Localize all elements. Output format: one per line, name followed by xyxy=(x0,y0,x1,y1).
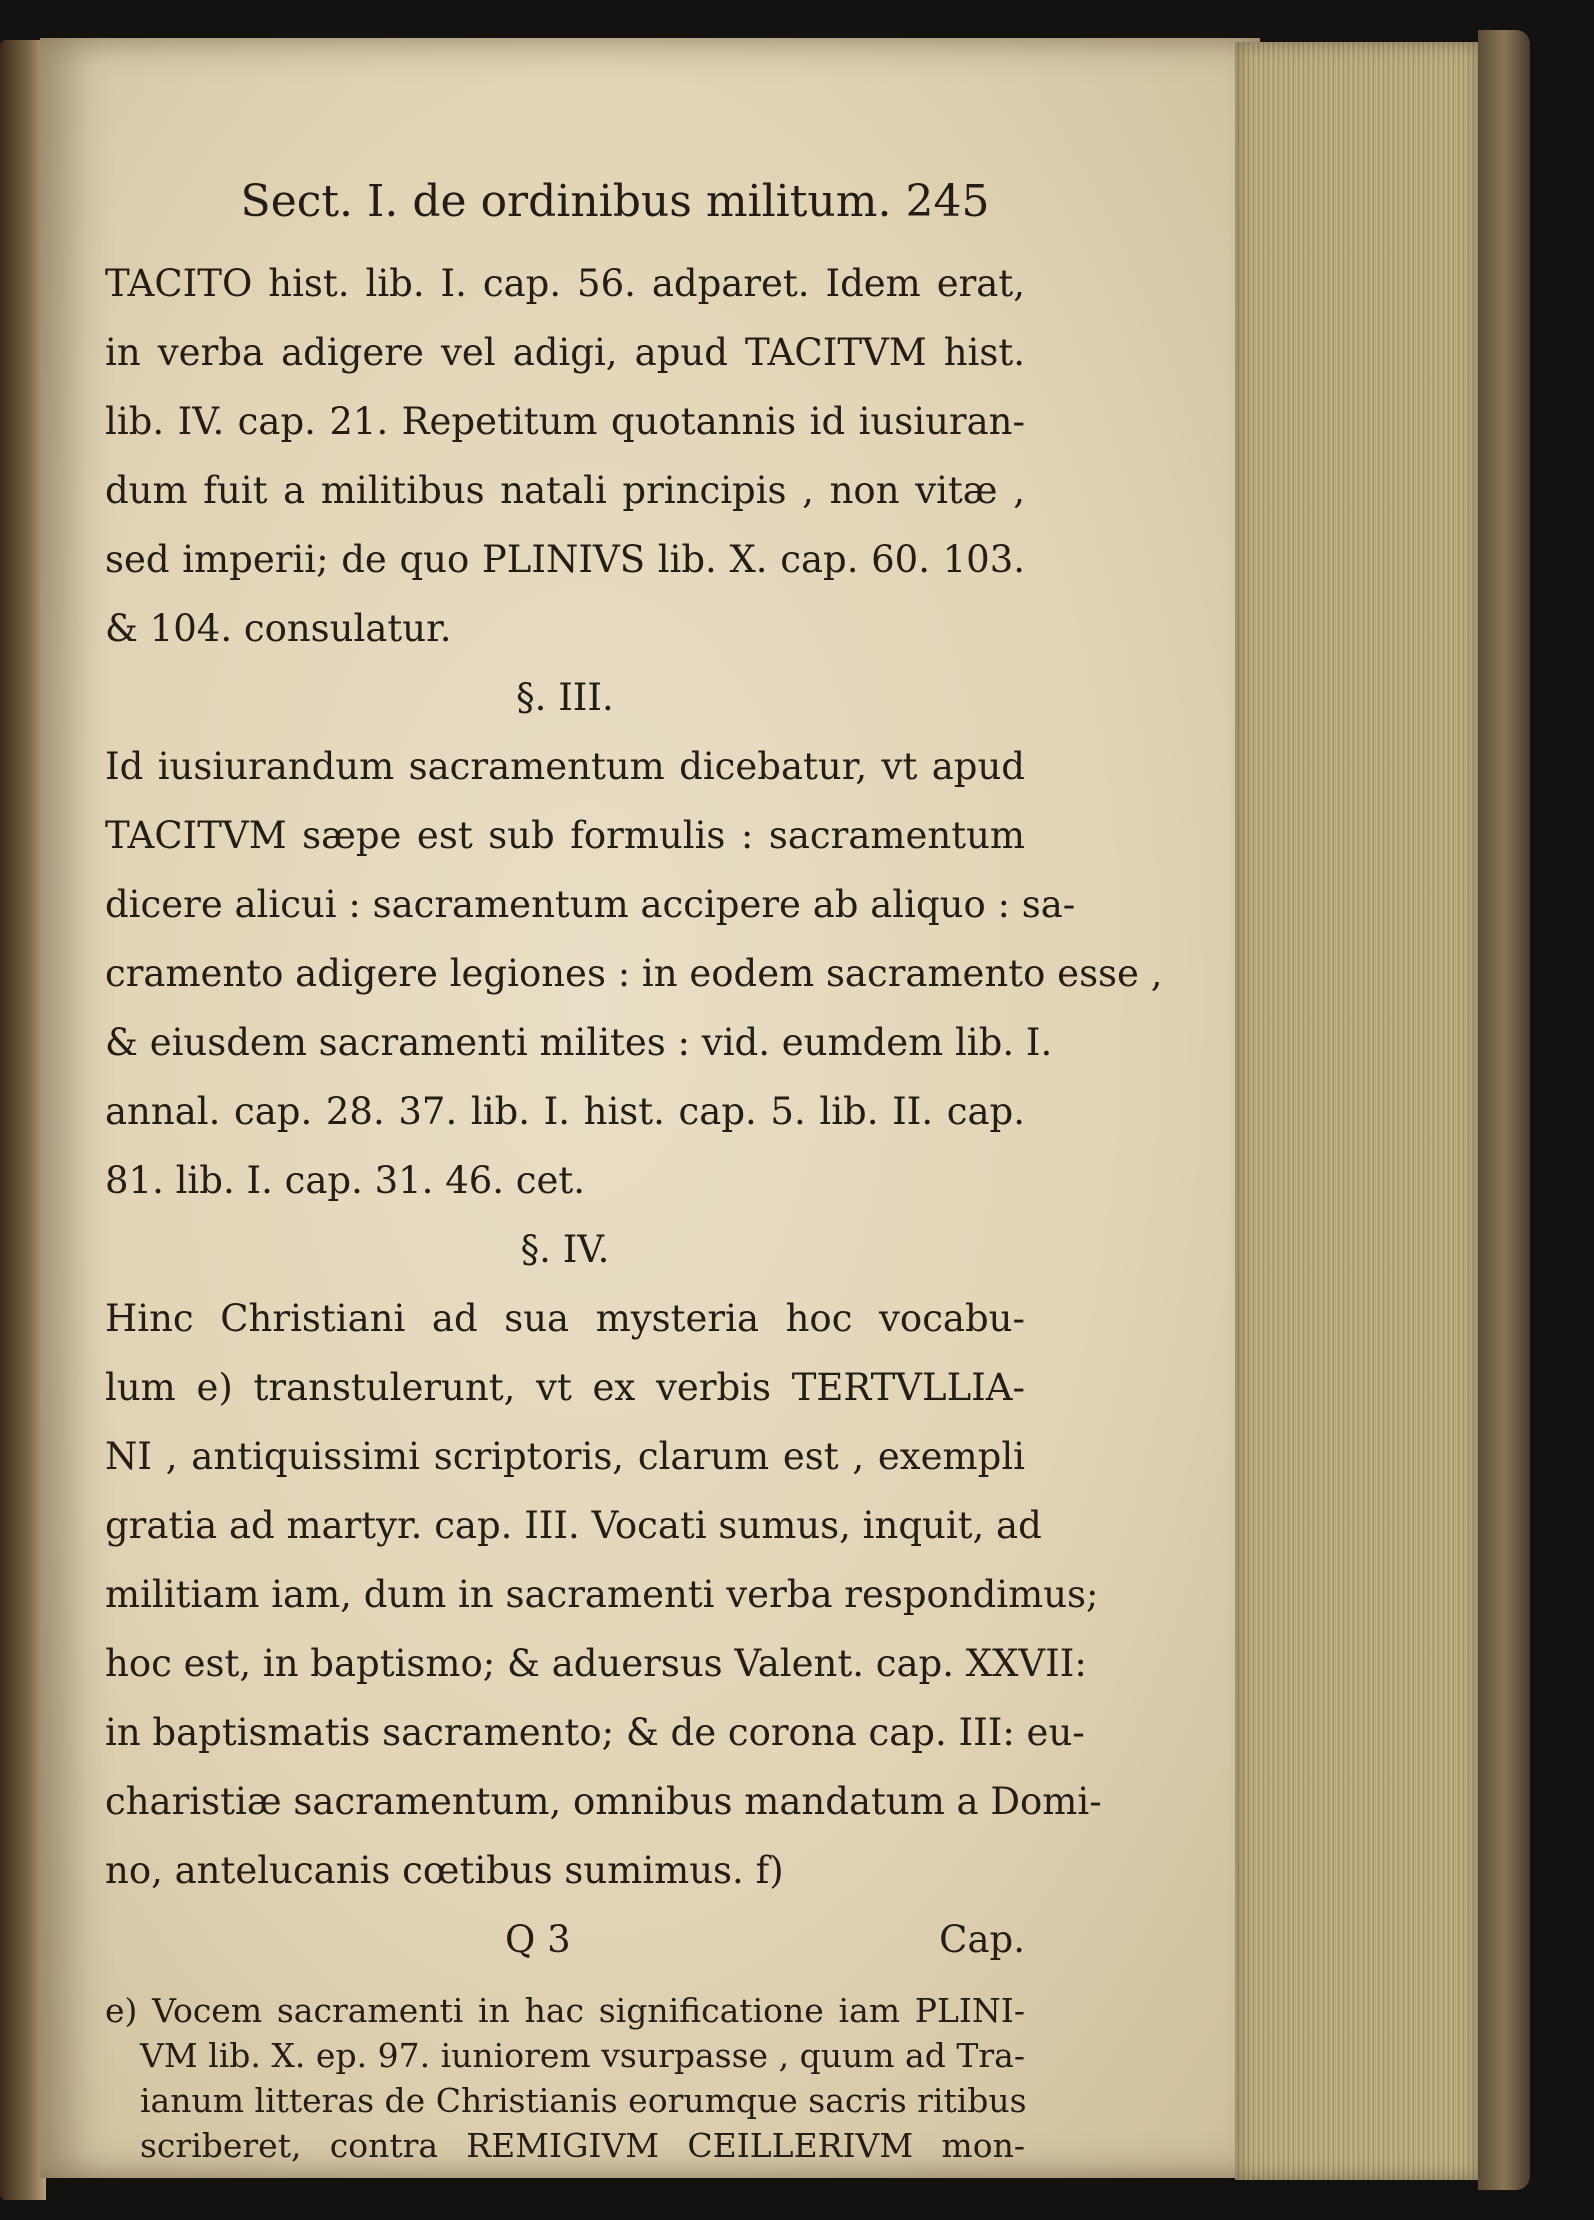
text-line: 81. lib. I. cap. 31. 46. cet. xyxy=(105,1159,586,1202)
text-line: cramento adigere legiones : in eodem sacramento esse , xyxy=(105,952,1163,995)
text-line: militiam iam, dum in sacramenti verba respondimus; xyxy=(105,1573,1099,1616)
text-line: TACITVM sæpe est sub formulis : sacramentum xyxy=(105,814,1025,857)
signature-mark: Q 3 xyxy=(505,1918,571,1961)
section-heading: §. IV. xyxy=(520,1228,610,1271)
footnote-line: e) Vocem sacramenti in hac significatione iam PLINI- xyxy=(105,1991,1025,2030)
running-header: Sect. I. de ordinibus militum. 245 xyxy=(240,176,990,227)
text-line: charistiæ sacramentum, omnibus mandatum a Domi- xyxy=(105,1780,1102,1823)
text-line: TACITO hist. lib. I. cap. 56. adparet. Idem erat, xyxy=(105,262,1025,305)
text-line: lib. IV. cap. 21. Repetitum quotannis id iusiuran- xyxy=(105,400,1025,443)
text-line: & 104. consulatur. xyxy=(105,607,452,650)
text-line: no, antelucanis cœtibus sumimus. f) xyxy=(105,1849,784,1892)
text-line: NI , antiquissimi scriptoris, clarum est , exempli xyxy=(105,1435,1025,1478)
text-line: lum e) transtulerunt, vt ex verbis TERTVLLIA- xyxy=(105,1366,1025,1409)
text-line: Hinc Christiani ad sua mysteria hoc vocabu- xyxy=(105,1297,1025,1340)
footnote-line: scriberet, contra REMIGIVM CEILLERIVM mon- xyxy=(140,2126,1025,2165)
text-line: & eiusdem sacramenti milites : vid. eumdem lib. I. xyxy=(105,1021,1053,1064)
text-line: Id iusiurandum sacramentum dicebatur, vt apud xyxy=(105,745,1025,788)
text-line: in verba adigere vel adigi, apud TACITVM hist. xyxy=(105,331,1025,374)
text-line: hoc est, in baptismo; & aduersus Valent. cap. XXVII: xyxy=(105,1642,1087,1685)
footnote-line: VM lib. X. ep. 97. iuniorem vsurpasse , quum ad Tra- xyxy=(140,2036,1025,2075)
catchword: Cap. xyxy=(939,1918,1025,1961)
text-line: dicere alicui : sacramentum accipere ab aliquo : sa- xyxy=(105,883,1076,926)
text-line: gratia ad martyr. cap. III. Vocati sumus, inquit, ad xyxy=(105,1504,1042,1547)
footnote-line: ianum litteras de Christianis eorumque sacris ritibus xyxy=(140,2081,1027,2120)
text-line: annal. cap. 28. 37. lib. I. hist. cap. 5. lib. II. cap. xyxy=(105,1090,1025,1133)
text-line: in baptismatis sacramento; & de corona cap. III: eu- xyxy=(105,1711,1085,1754)
text-line: dum fuit a militibus natali principis , non vitæ , xyxy=(105,469,1025,512)
section-heading: §. III. xyxy=(516,676,614,719)
text-line: sed imperii; de quo PLINIVS lib. X. cap. 60. 103. xyxy=(105,538,1025,581)
